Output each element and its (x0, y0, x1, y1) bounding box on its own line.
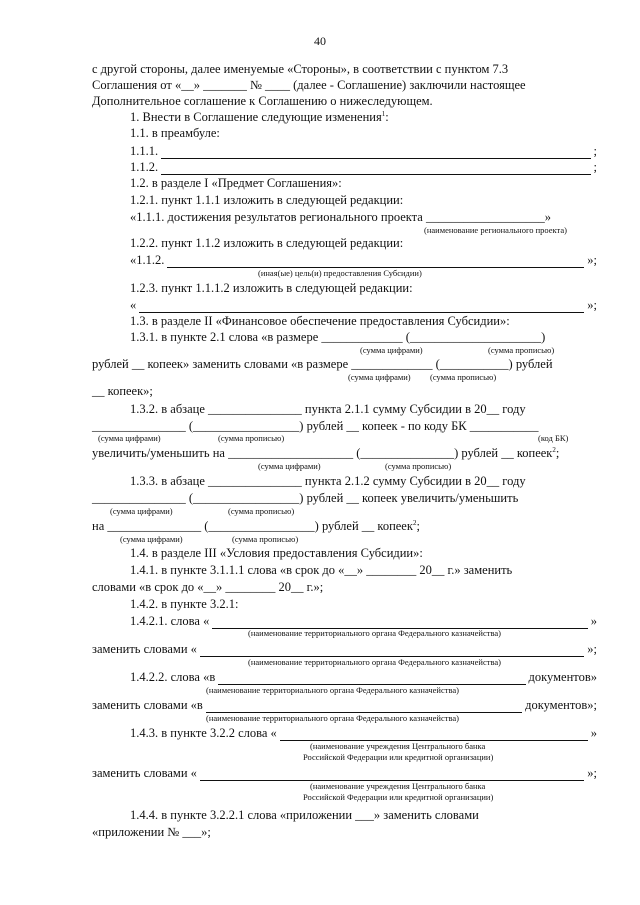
text-line: « »; (130, 298, 597, 312)
caption: (наименование учреждения Центрального банка (310, 781, 486, 791)
text-line: Соглашения от «__» _______ № ____ (далее - Соглашение) заключили настоящее (92, 78, 526, 92)
caption: (сумма цифрами) (110, 506, 173, 516)
text-line: заменить словами «в документов»; (92, 698, 597, 712)
blank-field (280, 729, 588, 741)
caption: (сумма цифрами) (360, 345, 423, 355)
caption: (наименование учреждения Центрального банка (310, 741, 486, 751)
text-line: «1.1.1. достижения результатов регионального проекта ___________________» (130, 210, 551, 224)
blank-field (200, 645, 584, 657)
text-line: 1.2.1. пункт 1.1.1 изложить в следующей редакции: (130, 193, 404, 207)
caption: (код БК) (538, 433, 569, 443)
text-line: 1.3.1. в пункте 2.1 слова «в размере _____________ (_____________________) (130, 330, 546, 344)
caption: (сумма прописью) (232, 534, 299, 544)
text-line: «приложении № ___»; (92, 825, 211, 839)
text-line: Дополнительное соглашение к Соглашению о нижеследующем. (92, 94, 433, 108)
caption: (сумма прописью) (488, 345, 555, 355)
caption: (наименование территориального органа Федерального казначейства) (248, 628, 501, 638)
text-line: 1.4. в разделе III «Условия предоставления Субсидии»: (130, 546, 423, 560)
text-line: на _______________ (_________________) рублей __ копеек$^2$; (92, 518, 420, 533)
footnote-mark: 2 (552, 445, 556, 454)
text-line: 1.4.2.1. слова « » (130, 614, 597, 628)
page-number: 40 (314, 34, 326, 48)
text-line: 1.3.3. в абзаце _______________ пункта 2.1.2 сумму Субсидии в 20__ году (130, 474, 526, 488)
caption: (сумма цифрами) (98, 433, 161, 443)
text-line: 1.1. в преамбуле: (130, 126, 220, 140)
text-line: 1.3.2. в абзаце _______________ пункта 2.1.1 сумму Субсидии в 20__ году (130, 402, 526, 416)
caption: (сумма прописью) (218, 433, 285, 443)
caption: (сумма цифрами) (258, 461, 321, 471)
blank-field (161, 163, 590, 175)
caption: (сумма цифрами) (348, 372, 411, 382)
text-line: словами «в срок до «__» ________ 20__ г.»; (92, 580, 324, 594)
text-line: 1.4.3. в пункте 3.2.2 слова « » (130, 726, 597, 740)
blank-field (161, 147, 590, 159)
caption: (наименование регионального проекта) (424, 225, 567, 235)
text-line: «1.1.2. »; (130, 253, 597, 267)
text-line: 1.1.1. ; (130, 144, 597, 158)
blank-field (206, 701, 522, 713)
text-line: заменить словами « »; (92, 766, 597, 780)
text-line: 1.2. в разделе I «Предмет Соглашения»: (130, 176, 342, 190)
text-line: заменить словами « »; (92, 642, 597, 656)
text-line: _______________ (_________________) рублей __ копеек - по коду БК ___________ (92, 419, 539, 433)
text-line: 1.1.2. ; (130, 160, 597, 174)
caption: (наименование территориального органа Федерального казначейства) (206, 685, 459, 695)
text-line: увеличить/уменьшить на ____________________ (_______________) рублей __ копеек$^2$; (92, 445, 560, 460)
text-line: 1.2.2. пункт 1.1.2 изложить в следующей редакции: (130, 236, 404, 250)
caption: (наименование территориального органа Федерального казначейства) (248, 657, 501, 667)
caption: (сумма прописью) (228, 506, 295, 516)
text-line: 1.4.4. в пункте 3.2.2.1 слова «приложении ___» заменить словами (130, 808, 479, 822)
caption: (сумма прописью) (385, 461, 452, 471)
text-line: 1.2.3. пункт 1.1.1.2 изложить в следующей редакции: (130, 281, 413, 295)
caption: (сумма цифрами) (120, 534, 183, 544)
text-line: _______________ (_________________) рублей __ копеек увеличить/уменьшить (92, 491, 519, 505)
caption: (наименование территориального органа Федерального казначейства) (206, 713, 459, 723)
blank-field (200, 769, 584, 781)
text-line: 1.4.1. в пункте 3.1.1.1 слова «в срок до «__» ________ 20__ г.» заменить (130, 563, 513, 577)
text-line: 1.3. в разделе II «Финансовое обеспечение предоставления Субсидии»: (130, 314, 510, 328)
text-line: __ копеек»; (92, 384, 153, 398)
text-line: 1. Внести в Соглашение следующие изменения$^1$: (130, 109, 389, 124)
blank-field (139, 301, 584, 313)
caption: (сумма прописью) (430, 372, 497, 382)
caption: (иная(ые) цель(и) предоставления Субсидии) (258, 268, 422, 278)
caption: Российской Федерации или кредитной организации) (303, 752, 494, 762)
blank-field (167, 256, 584, 268)
text-line: 1.4.2. в пункте 3.2.1: (130, 597, 239, 611)
footnote-mark: 1 (381, 109, 386, 118)
caption: Российской Федерации или кредитной организации) (303, 792, 494, 802)
footnote-mark: 2 (412, 518, 417, 527)
blank-field (218, 673, 525, 685)
text-line: с другой стороны, далее именуемые «Стороны», в соответствии с пунктом 7.3 (92, 62, 509, 76)
text-line: рублей __ копеек» заменить словами «в размере _____________ (___________) рублей (92, 357, 553, 371)
text-line: 1.4.2.2. слова «в документов» (130, 670, 597, 684)
